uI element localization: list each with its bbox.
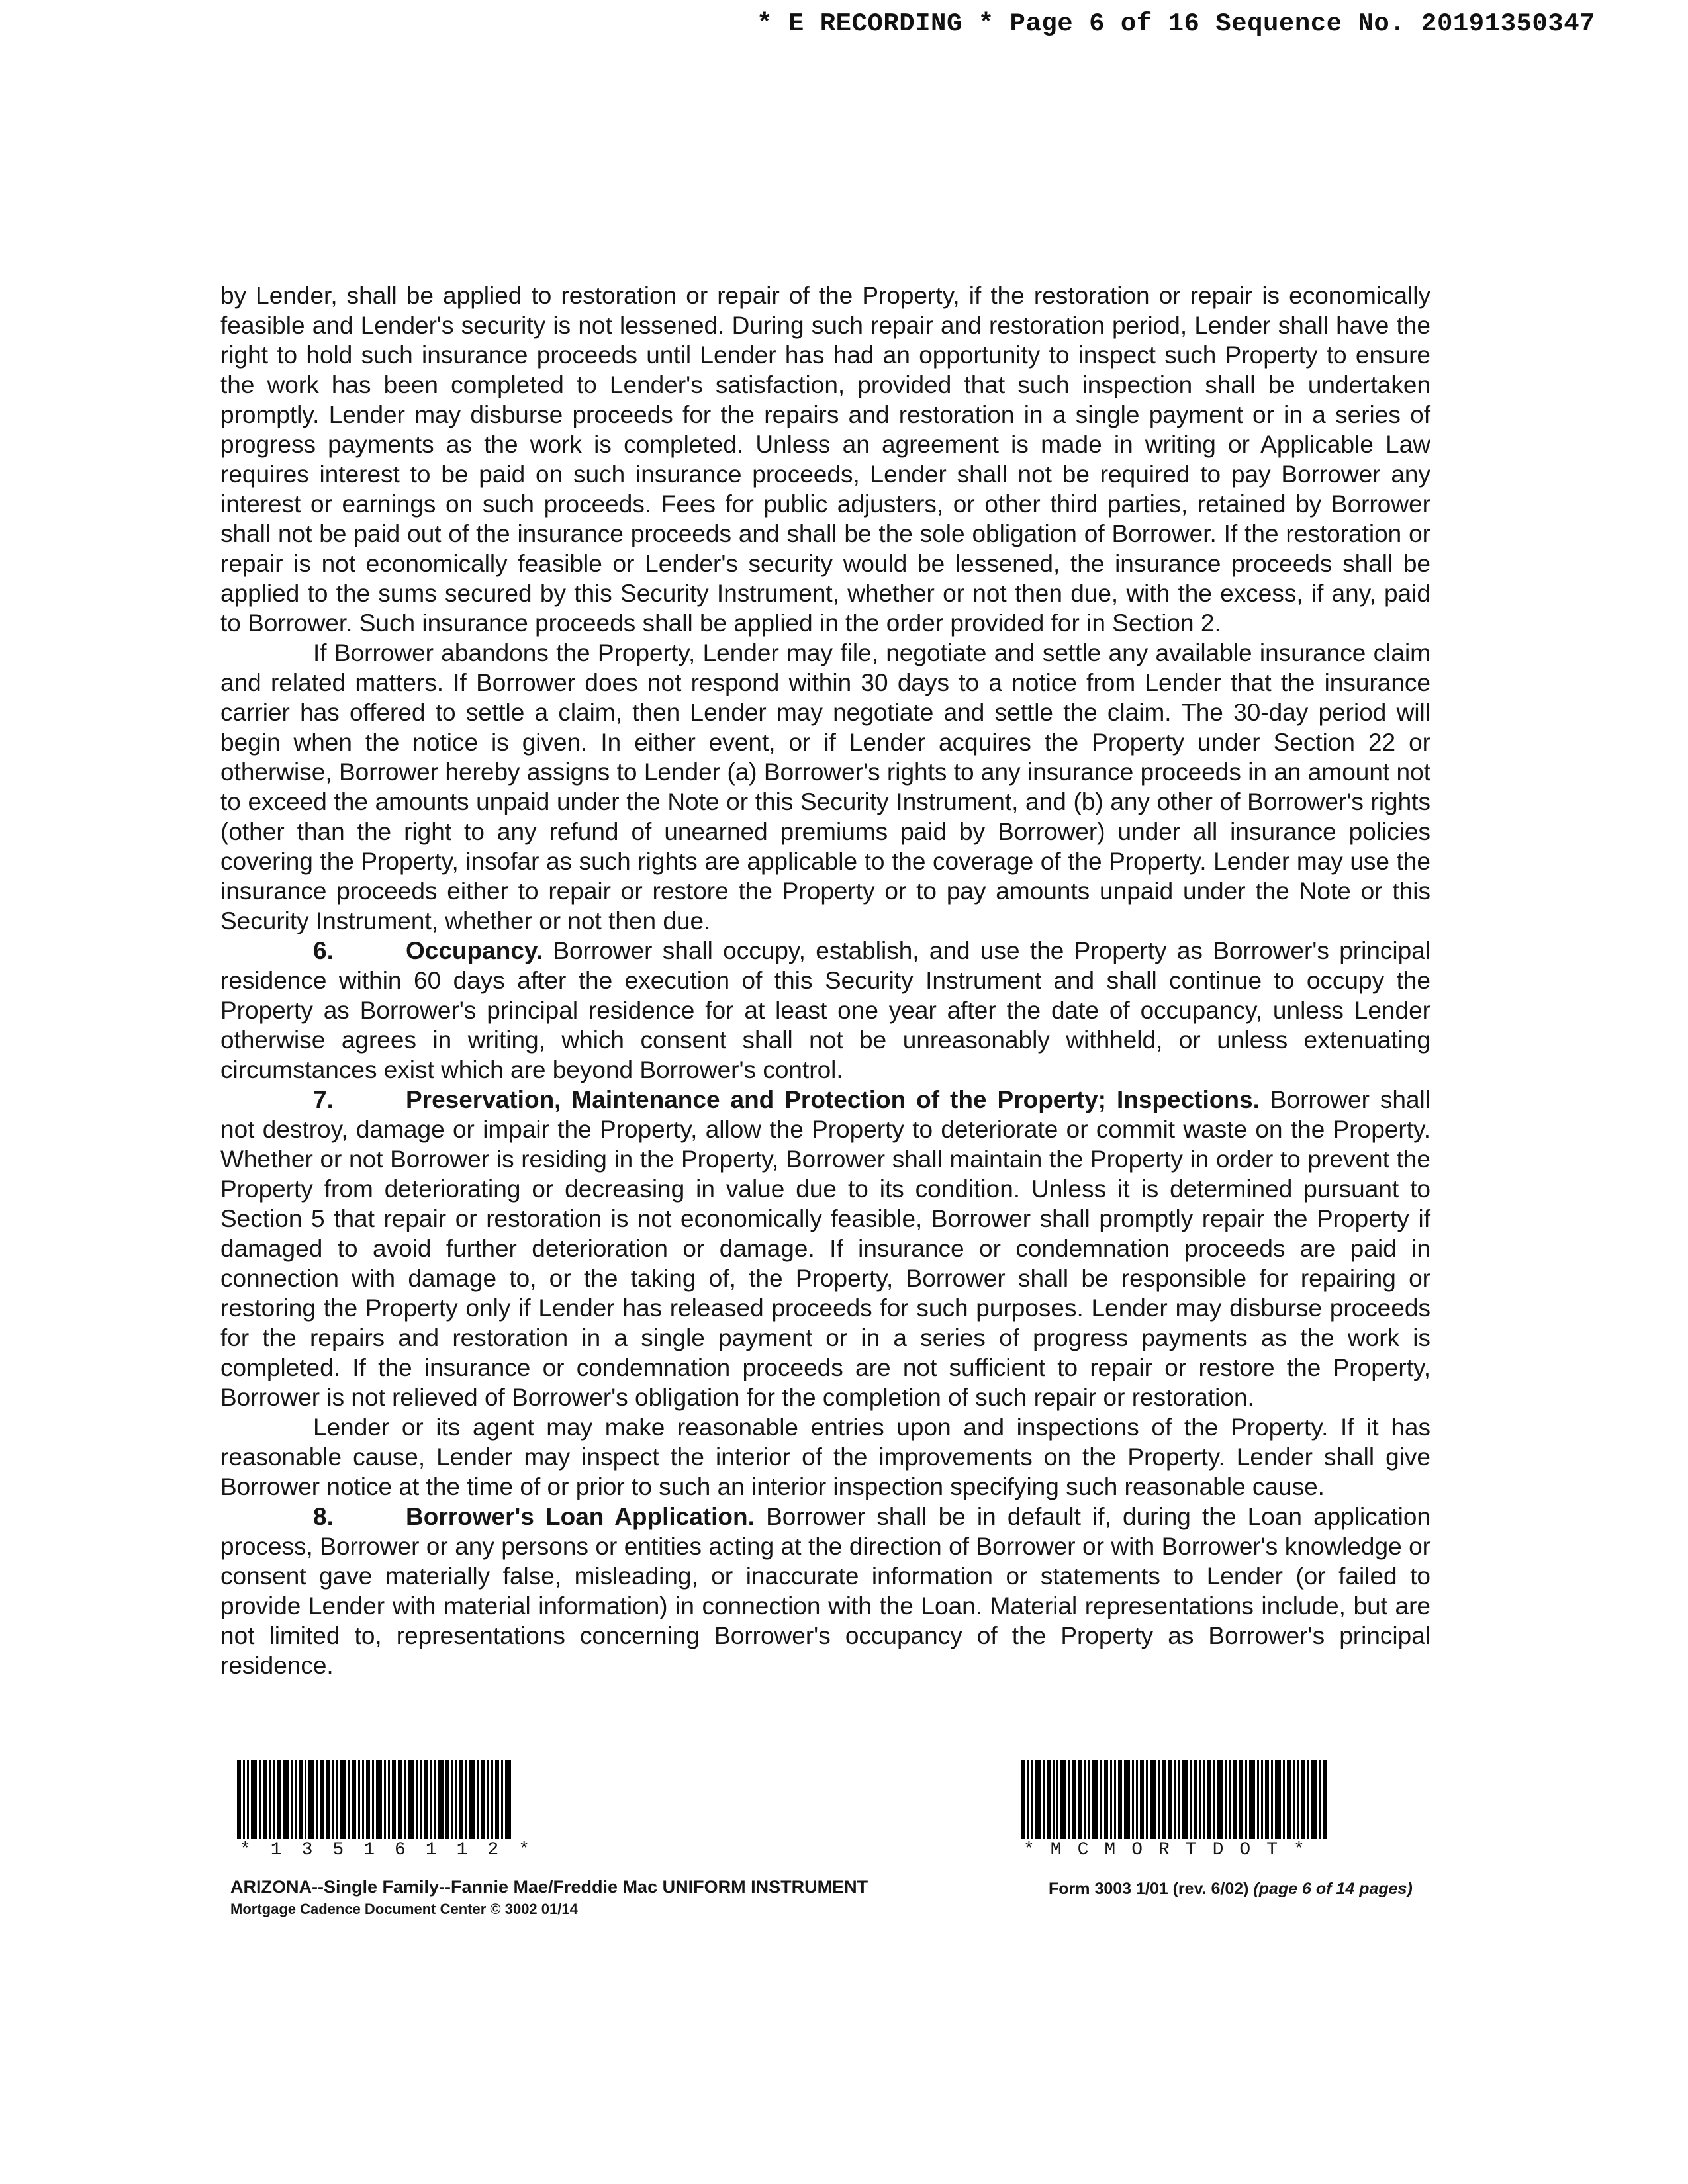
barcode-bar (237, 1760, 241, 1839)
barcode-bar (366, 1760, 370, 1839)
barcode-bar (362, 1760, 364, 1839)
barcode-bar (295, 1760, 297, 1839)
barcode-bar (1283, 1760, 1285, 1839)
barcode-bar (376, 1760, 382, 1839)
barcode-bar (1174, 1760, 1176, 1839)
barcode-bar (1233, 1760, 1237, 1839)
barcode-bar (420, 1760, 422, 1839)
barcode-bar (340, 1760, 346, 1839)
barcode-bar (1150, 1760, 1156, 1839)
barcode-bar (1297, 1760, 1299, 1839)
barcode-bar (1114, 1760, 1116, 1839)
barcode-bar (469, 1760, 475, 1839)
barcode-bar (1287, 1760, 1291, 1839)
barcode-bar (336, 1760, 338, 1839)
form-title: ARIZONA--Single Family--Fannie Mae/Freddie Mac UNIFORM INSTRUMENT (230, 1877, 868, 1897)
barcode-bar (1060, 1760, 1066, 1839)
section-6-heading: Occupancy. (406, 937, 543, 964)
barcode-bar (1199, 1760, 1201, 1839)
barcode-bar (459, 1760, 463, 1839)
document-center-line: Mortgage Cadence Document Center © 3002 01/14 (230, 1901, 578, 1917)
barcode-bar (1301, 1760, 1305, 1839)
barcode-bar (1178, 1760, 1180, 1839)
barcode-left-text: *13516112* (240, 1840, 550, 1860)
barcode-bar (404, 1760, 406, 1839)
barcode-bar (316, 1760, 318, 1839)
barcode-bar (424, 1760, 428, 1839)
barcode-bar (1092, 1760, 1098, 1839)
barcode-bar (1088, 1760, 1090, 1839)
barcode-bar (1190, 1760, 1192, 1839)
section-8-text: Borrower shall be in default if, during the Loan application process, Borrower or any persons or entities acting at the direction of Borrower or with Borrower's knowledge or consent gave materially false, misleading, or inaccurate information or statements to Lender (or failed to provide Lender with material information) in connection with the Loan. Material representations include, but are not limited to, representations concerning Borrower's occupancy of the Property as Borrower's principal residence. (220, 1503, 1430, 1679)
barcode-bar (1249, 1760, 1255, 1839)
section-6-occupancy (220, 936, 1430, 1085)
barcode-bar (1110, 1760, 1112, 1839)
barcode-bar (247, 1760, 249, 1839)
barcode-bar (495, 1760, 499, 1839)
barcode-bar (1162, 1760, 1166, 1839)
barcode-bar (1158, 1760, 1160, 1839)
barcode-bar (372, 1760, 374, 1839)
barcode-bar (259, 1760, 261, 1839)
section-8-heading: Borrower's Loan Application. (406, 1503, 755, 1530)
barcode-bar (352, 1760, 356, 1839)
section-7-text: Borrower shall not destroy, damage or impair the Property, allow the Property to deteriorate or commit waste on the Property. Whether or not Borrower is residing in the Property, Borrower shall maintain the Property in order to prevent the Property from deteriorating or decreasing in value due to its condition. Unless it is determined pursuant to Section 5 that repair or restoration is not economically feasible, Borrower shall promptly repair the Property if damaged to avoid further deterioration or damage. If insurance or condemnation proceeds are paid in connection with damage to, or the taking of, the Property, Borrower shall be responsible for repairing or restoring the Property only if Lender has released proceeds for such purposes. Lender may disburse proceeds for the repairs and restoration in a single payment or in a series of progress payments as the work is completed. If the insurance or condemnation proceeds are not sufficient to repair or restore the Property, Borrower is not relieved of Borrower's obligation for the completion of such repair or restoration. (220, 1086, 1430, 1411)
barcode-bar (277, 1760, 281, 1839)
section-7-number: 7. (313, 1086, 334, 1113)
barcode-bar (1053, 1760, 1055, 1839)
form-page-count: (page 6 of 14 pages) (1253, 1880, 1413, 1898)
barcode-bar (1047, 1760, 1051, 1839)
barcode-bar (326, 1760, 330, 1839)
barcode-bar (1239, 1760, 1243, 1839)
barcode-right (1021, 1760, 1329, 1839)
section-6-number: 6. (313, 937, 334, 964)
barcode-bar (1068, 1760, 1070, 1839)
barcode-bar (477, 1760, 479, 1839)
barcode-bar (1146, 1760, 1148, 1839)
barcode-bar (1261, 1760, 1263, 1839)
barcode-bar (1124, 1760, 1130, 1839)
barcode-bar (1043, 1760, 1045, 1839)
barcode-bar (273, 1760, 275, 1839)
document-body (220, 281, 1430, 1680)
barcode-bar (408, 1760, 414, 1839)
barcode-left (237, 1760, 513, 1839)
barcode-bar (1140, 1760, 1144, 1839)
barcode-bar (320, 1760, 324, 1839)
barcode-bar (416, 1760, 418, 1839)
barcode-bar (1245, 1760, 1247, 1839)
barcode-bar (388, 1760, 390, 1839)
barcode-bar (1031, 1760, 1033, 1839)
barcode-bar (1104, 1760, 1108, 1839)
barcode-bar (1100, 1760, 1102, 1839)
section-8-loan-application (220, 1502, 1430, 1680)
barcode-bar (384, 1760, 386, 1839)
barcode-bar (1293, 1760, 1295, 1839)
barcode-bar (392, 1760, 396, 1839)
barcode-bar (438, 1760, 444, 1839)
barcode-bar (434, 1760, 436, 1839)
barcode-bar (1084, 1760, 1086, 1839)
barcode-bar (283, 1760, 289, 1839)
barcode-bar (1225, 1760, 1227, 1839)
barcode-bar (451, 1760, 453, 1839)
form-number (1049, 1880, 1413, 1899)
barcode-right-text: *MCMORTDOT* (1023, 1840, 1321, 1860)
barcode-bar (1056, 1760, 1058, 1839)
barcode-bar (308, 1760, 314, 1839)
barcode-bar (430, 1760, 432, 1839)
barcode-bar (1229, 1760, 1231, 1839)
barcode-bar (1132, 1760, 1134, 1839)
barcode-bar (445, 1760, 449, 1839)
barcode-bar (1118, 1760, 1122, 1839)
paragraph-abandonment: If Borrower abandons the Property, Lender may file, negotiate and settle any available insurance claim and related matters. If Borrower does not respond within 30 days to a notice from Lender that the insurance carrier has offered to settle a claim, then Lender may negotiate and settle the claim. The 30-day period will begin when the notice is given. In either event, or if Lender acquires the Property under Section 22 or otherwise, Borrower hereby assigns to Lender (a) Borrower's rights to any insurance proceeds in an amount not to exceed the amounts unpaid under the Note or this Security Instrument, and (b) any other of Borrower's rights (other than the right to any refund of unearned premiums paid by Borrower) under all insurance policies covering the Property, insofar as such rights are applicable to the coverage of the Property. Lender may use the insurance proceeds either to repair or restore the Property or to pay amounts unpaid under the Note or this Security Instrument, whether or not then due. (220, 639, 1430, 934)
barcode-bar (481, 1760, 485, 1839)
barcode-bar (1078, 1760, 1082, 1839)
section-7-preservation (220, 1085, 1430, 1412)
barcode-bar (1311, 1760, 1317, 1839)
barcode-bar (1319, 1760, 1321, 1839)
barcode-bar (1203, 1760, 1205, 1839)
paragraph-insurance-proceeds: by Lender, shall be applied to restoration or repair of the Property, if the restoration or repair is economically feasible and Lender's security is not lessened. During such repair and restoration period, Lender shall have the right to hold such insurance proceeds until Lender has had an opportunity to inspect such Property to ensure the work has been completed to Lender's satisfaction, provided that such inspection shall be undertaken promptly. Lender may disburse proceeds for the repairs and restoration in a single payment or in a series of progress payments as the work is completed. Unless an agreement is made in writing or Applicable Law requires interest to be paid on such insurance proceeds, Lender shall not be required to pay Borrower any interest or earnings on such proceeds. Fees for public adjusters, or other third parties, retained by Borrower shall not be paid out of the insurance proceeds and shall be the sole obligation of Borrower. If the restoration or repair is not economically feasible or Lender's security would be lessened, the insurance proceeds shall be applied to the sums secured by this Security Instrument, whether or not then due, with the excess, if any, paid to Borrower. Such insurance proceeds shall be applied in the order provided for in Section 2. (220, 282, 1430, 637)
barcode-bar (1257, 1760, 1259, 1839)
section-8-number: 8. (313, 1503, 334, 1530)
barcode-bar (1035, 1760, 1041, 1839)
barcode-bar (305, 1760, 306, 1839)
barcode-bar (1182, 1760, 1188, 1839)
barcode-bar (251, 1760, 257, 1839)
section-7-inspections: Lender or its agent may make reasonable entries upon and inspections of the Property. If it has reasonable cause, Lender may inspect the interior of the improvements on the Property. Lender shall give Borrower notice at the time of or prior to such an interior inspection specifying such reasonable cause. (220, 1414, 1430, 1500)
barcode-bar (1275, 1760, 1281, 1839)
barcode-bar (1265, 1760, 1269, 1839)
recording-header: * E RECORDING * Page 6 of 16 Sequence No. 20191350347 (757, 9, 1595, 38)
barcode-bar (1213, 1760, 1215, 1839)
barcode-bar (299, 1760, 303, 1839)
barcode-bar (358, 1760, 360, 1839)
barcode-bar (491, 1760, 493, 1839)
barcode-bar (1194, 1760, 1197, 1839)
barcode-bar (487, 1760, 489, 1839)
barcode-bar (348, 1760, 350, 1839)
barcode-bar (291, 1760, 293, 1839)
form-id: Form 3003 1/01 (rev. 6/02) (1049, 1880, 1254, 1898)
barcode-bar (332, 1760, 334, 1839)
barcode-bar (1072, 1760, 1076, 1839)
section-6-text: Borrower shall occupy, establish, and use the Property as Borrower's principal residence within 60 days after the execution of this Security Instrument and shall continue to occupy the Property as Borrower's principal residence for at least one year after the date of occupancy, unless Lender otherwise agrees in writing, which consent shall not be unreasonably withheld, or unless extenuating circumstances exist which are beyond Borrower's control. (220, 937, 1430, 1083)
barcode-bar (501, 1760, 503, 1839)
barcode-bar (1207, 1760, 1211, 1839)
barcode-bar (398, 1760, 402, 1839)
barcode-bar (1307, 1760, 1309, 1839)
barcode-bar (1217, 1760, 1223, 1839)
barcode-bar (455, 1760, 457, 1839)
barcode-bar (263, 1760, 267, 1839)
barcode-bar (1271, 1760, 1273, 1839)
barcode-bar (465, 1760, 467, 1839)
barcode-bar (505, 1760, 511, 1839)
barcode-bar (269, 1760, 271, 1839)
section-7-heading: Preservation, Maintenance and Protection of the Property; Inspections. (406, 1086, 1260, 1113)
barcode-bar (1323, 1760, 1327, 1839)
barcode-bar (1027, 1760, 1029, 1839)
barcode-bar (1021, 1760, 1025, 1839)
barcode-bar (1168, 1760, 1172, 1839)
barcode-bar (1136, 1760, 1138, 1839)
barcode-bar (243, 1760, 245, 1839)
